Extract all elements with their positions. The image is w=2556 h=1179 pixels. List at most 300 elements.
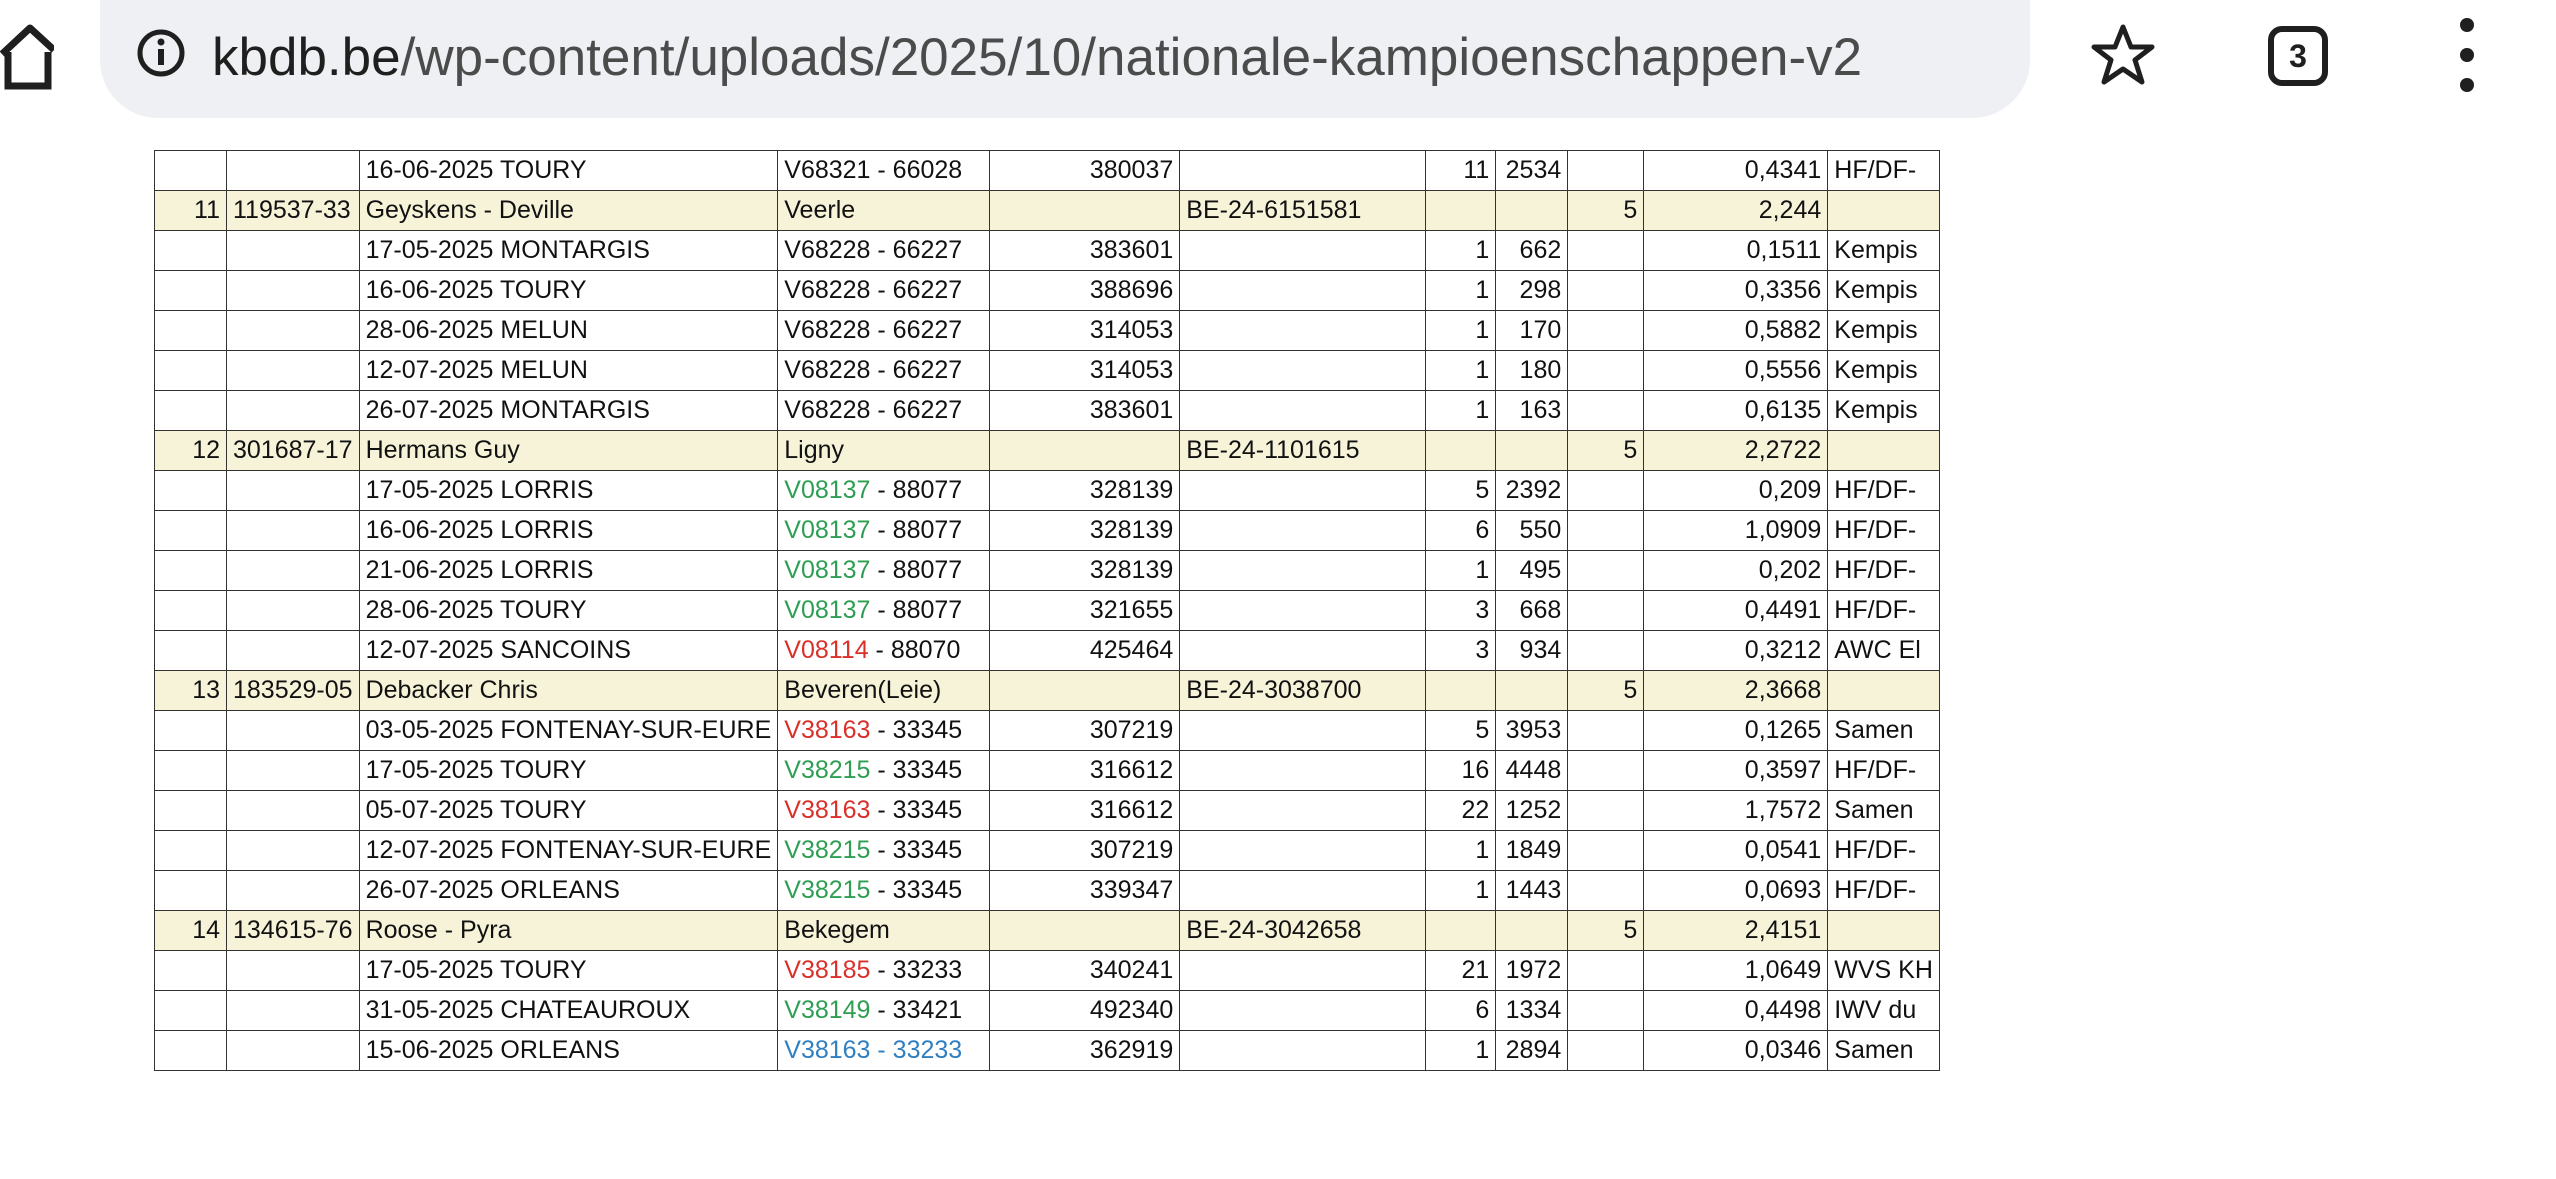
- prize-count-cell[interactable]: 5: [1568, 431, 1644, 471]
- ring-number-cell[interactable]: [778, 151, 990, 191]
- empty-cell[interactable]: [155, 551, 227, 591]
- position-cell[interactable]: 21: [1426, 951, 1496, 991]
- fancier-row: [155, 191, 1940, 231]
- coefficient-cell[interactable]: 1,0909: [1644, 511, 1828, 551]
- distance-cell[interactable]: 328139: [990, 471, 1180, 511]
- empty-cell[interactable]: [155, 831, 227, 871]
- position-cell[interactable]: 3: [1426, 631, 1496, 671]
- empty-cell[interactable]: [227, 1031, 360, 1071]
- empty-cell[interactable]: [227, 631, 360, 671]
- race-date-cell[interactable]: 21-06-2025 LORRIS: [359, 551, 778, 591]
- ring-number-cell[interactable]: [778, 951, 990, 991]
- ring-number-cell[interactable]: [778, 231, 990, 271]
- coefficient-cell[interactable]: 0,5556: [1644, 351, 1828, 391]
- position-cell[interactable]: 6: [1426, 991, 1496, 1031]
- club-cell[interactable]: Kempis: [1828, 311, 1940, 351]
- empty-cell[interactable]: [1568, 471, 1644, 511]
- participants-cell[interactable]: 662: [1496, 231, 1568, 271]
- race-date-cell[interactable]: 12-07-2025 MELUN: [359, 351, 778, 391]
- race-date-cell[interactable]: 31-05-2025 CHATEAUROUX: [359, 991, 778, 1031]
- distance-cell[interactable]: 425464: [990, 631, 1180, 671]
- race-date-cell[interactable]: 17-05-2025 LORRIS: [359, 471, 778, 511]
- ring-code: V38215: [784, 836, 871, 864]
- url-path: /wp-content/uploads/2025/10/nationale-kampioenschappen-v2: [400, 28, 1863, 87]
- empty-cell[interactable]: [227, 871, 360, 911]
- empty-cell[interactable]: [1180, 151, 1426, 191]
- race-row: [155, 591, 1940, 631]
- empty-cell[interactable]: [227, 351, 360, 391]
- race-date-cell[interactable]: 12-07-2025 SANCOINS: [359, 631, 778, 671]
- empty-cell[interactable]: [1568, 831, 1644, 871]
- empty-cell[interactable]: [1568, 351, 1644, 391]
- position-cell[interactable]: 3: [1426, 591, 1496, 631]
- empty-cell[interactable]: [1568, 511, 1644, 551]
- club-cell[interactable]: Samen: [1828, 711, 1940, 751]
- participants-cell[interactable]: 2534: [1496, 151, 1568, 191]
- coefficient-cell[interactable]: 0,4341: [1644, 151, 1828, 191]
- club-cell[interactable]: HF/DF-: [1828, 591, 1940, 631]
- race-date-cell[interactable]: 05-07-2025 TOURY: [359, 791, 778, 831]
- empty-cell[interactable]: [155, 711, 227, 751]
- ring-number-cell[interactable]: [778, 871, 990, 911]
- empty-cell[interactable]: [227, 231, 360, 271]
- distance-cell[interactable]: 383601: [990, 391, 1180, 431]
- club-cell[interactable]: Samen: [1828, 791, 1940, 831]
- participants-cell[interactable]: 1443: [1496, 871, 1568, 911]
- distance-cell[interactable]: 307219: [990, 711, 1180, 751]
- race-row: [155, 311, 1940, 351]
- fancier-row: [155, 911, 1940, 951]
- empty-cell[interactable]: [227, 991, 360, 1031]
- ring-number-cell[interactable]: [778, 551, 990, 591]
- empty-cell[interactable]: [155, 951, 227, 991]
- empty-cell[interactable]: [227, 951, 360, 991]
- race-row: [155, 831, 1940, 871]
- empty-cell[interactable]: [1568, 271, 1644, 311]
- ring-suffix: - 33345: [870, 876, 963, 904]
- race-date-cell[interactable]: 17-05-2025 MONTARGIS: [359, 231, 778, 271]
- participants-cell[interactable]: 2894: [1496, 1031, 1568, 1071]
- empty-cell[interactable]: [1180, 831, 1426, 871]
- position-cell[interactable]: 5: [1426, 711, 1496, 751]
- ring-number-cell[interactable]: [778, 271, 990, 311]
- race-row: [155, 791, 1940, 831]
- distance-cell[interactable]: 314053: [990, 311, 1180, 351]
- participants-cell[interactable]: 1972: [1496, 951, 1568, 991]
- empty-cell[interactable]: [1426, 671, 1496, 711]
- club-cell[interactable]: HF/DF-: [1828, 551, 1940, 591]
- ring-number-cell[interactable]: [778, 471, 990, 511]
- empty-cell[interactable]: [1180, 711, 1426, 751]
- race-row: [155, 511, 1940, 551]
- empty-cell[interactable]: [155, 311, 227, 351]
- ring-code: V68228: [784, 236, 871, 264]
- club-cell[interactable]: AWC El: [1828, 631, 1940, 671]
- ring-code: V68228: [784, 396, 871, 424]
- club-cell[interactable]: HF/DF-: [1828, 151, 1940, 191]
- url-domain: kbdb.be: [212, 28, 401, 87]
- empty-cell[interactable]: [227, 591, 360, 631]
- ring-suffix: - 88077: [870, 556, 963, 584]
- prize-count-cell[interactable]: 5: [1568, 191, 1644, 231]
- ring-suffix: - 33345: [870, 836, 963, 864]
- ring-number-cell[interactable]: [778, 1031, 990, 1071]
- coefficient-cell[interactable]: 0,1265: [1644, 711, 1828, 751]
- coefficient-cell[interactable]: 0,1511: [1644, 231, 1828, 271]
- ring-number-cell[interactable]: [778, 711, 990, 751]
- empty-cell[interactable]: [1568, 871, 1644, 911]
- empty-cell[interactable]: [227, 791, 360, 831]
- ring-number-cell[interactable]: [778, 511, 990, 551]
- distance-cell[interactable]: 383601: [990, 231, 1180, 271]
- ring-code: V38215: [784, 756, 871, 784]
- club-cell[interactable]: Kempis: [1828, 391, 1940, 431]
- race-date-cell[interactable]: 28-06-2025 TOURY: [359, 591, 778, 631]
- empty-cell[interactable]: [227, 151, 360, 191]
- ring-code: V08137: [784, 476, 871, 504]
- race-date-cell[interactable]: 16-06-2025 TOURY: [359, 271, 778, 311]
- empty-cell[interactable]: [227, 711, 360, 751]
- participants-cell[interactable]: 163: [1496, 391, 1568, 431]
- position-cell[interactable]: 1: [1426, 351, 1496, 391]
- ring-number-cell[interactable]: [778, 311, 990, 351]
- fancier-name-cell[interactable]: Roose - Pyra: [359, 911, 778, 951]
- prize-count-cell[interactable]: 5: [1568, 671, 1644, 711]
- empty-cell[interactable]: [1180, 991, 1426, 1031]
- coefficient-cell[interactable]: 0,0541: [1644, 831, 1828, 871]
- empty-cell[interactable]: [227, 831, 360, 871]
- club-cell[interactable]: HF/DF-: [1828, 831, 1940, 871]
- race-row: [155, 711, 1940, 751]
- empty-cell[interactable]: [1496, 671, 1568, 711]
- distance-cell[interactable]: 316612: [990, 751, 1180, 791]
- race-date-cell[interactable]: 26-07-2025 MONTARGIS: [359, 391, 778, 431]
- participants-cell[interactable]: 180: [1496, 351, 1568, 391]
- position-cell[interactable]: 11: [1426, 151, 1496, 191]
- position-cell[interactable]: 1: [1426, 871, 1496, 911]
- empty-cell[interactable]: [1568, 631, 1644, 671]
- participants-cell[interactable]: 298: [1496, 271, 1568, 311]
- empty-cell[interactable]: [1496, 191, 1568, 231]
- coefficient-cell[interactable]: 1,0649: [1644, 951, 1828, 991]
- empty-cell[interactable]: [990, 191, 1180, 231]
- ring-suffix: - 66227: [870, 236, 963, 264]
- total-coefficient-cell[interactable]: 2,3668: [1644, 671, 1828, 711]
- empty-cell[interactable]: [1180, 631, 1426, 671]
- fancier-name-cell[interactable]: Hermans Guy: [359, 431, 778, 471]
- empty-cell[interactable]: [1426, 431, 1496, 471]
- race-row: [155, 231, 1940, 271]
- ring-code: V38185: [784, 956, 871, 984]
- position-cell[interactable]: 1: [1426, 231, 1496, 271]
- participants-cell[interactable]: 550: [1496, 511, 1568, 551]
- ring-suffix: - 33345: [870, 756, 963, 784]
- position-cell[interactable]: 6: [1426, 511, 1496, 551]
- star-icon[interactable]: [2090, 22, 2156, 88]
- coefficient-cell[interactable]: 0,4491: [1644, 591, 1828, 631]
- empty-cell[interactable]: [1828, 431, 1940, 471]
- empty-cell[interactable]: [227, 311, 360, 351]
- club-cell[interactable]: Kempis: [1828, 231, 1940, 271]
- empty-cell[interactable]: [155, 391, 227, 431]
- empty-cell[interactable]: [1568, 231, 1644, 271]
- fancier-name-cell[interactable]: Geyskens - Deville: [359, 191, 778, 231]
- distance-cell[interactable]: 340241: [990, 951, 1180, 991]
- empty-cell[interactable]: [1180, 391, 1426, 431]
- prize-count-cell[interactable]: 5: [1568, 911, 1644, 951]
- empty-cell[interactable]: [227, 471, 360, 511]
- empty-cell[interactable]: [155, 231, 227, 271]
- ring-number-cell[interactable]: [778, 391, 990, 431]
- empty-cell[interactable]: [227, 391, 360, 431]
- participants-cell[interactable]: 3953: [1496, 711, 1568, 751]
- pigeon-ring-cell[interactable]: BE-24-6151581: [1180, 191, 1426, 231]
- coefficient-cell[interactable]: 0,209: [1644, 471, 1828, 511]
- empty-cell[interactable]: [990, 911, 1180, 951]
- club-cell[interactable]: Samen: [1828, 1031, 1940, 1071]
- pigeon-ring-cell[interactable]: BE-24-1101615: [1180, 431, 1426, 471]
- empty-cell[interactable]: [1568, 951, 1644, 991]
- place-cell[interactable]: Bekegem: [778, 911, 990, 951]
- distance-cell[interactable]: 362919: [990, 1031, 1180, 1071]
- ring-suffix: - 88070: [868, 636, 961, 664]
- race-date-cell[interactable]: 15-06-2025 ORLEANS: [359, 1031, 778, 1071]
- empty-cell[interactable]: [1568, 311, 1644, 351]
- empty-cell[interactable]: [227, 751, 360, 791]
- race-date-cell[interactable]: 16-06-2025 TOURY: [359, 151, 778, 191]
- ring-suffix: - 66028: [870, 156, 963, 184]
- fancier-name-cell[interactable]: Debacker Chris: [359, 671, 778, 711]
- club-cell[interactable]: HF/DF-: [1828, 871, 1940, 911]
- distance-cell[interactable]: 321655: [990, 591, 1180, 631]
- ring-number-cell[interactable]: [778, 991, 990, 1031]
- empty-cell[interactable]: [1568, 391, 1644, 431]
- ring-code: V38149: [784, 996, 871, 1024]
- ring-code: V08114: [784, 636, 869, 664]
- race-row: [155, 951, 1940, 991]
- participants-cell[interactable]: 1252: [1496, 791, 1568, 831]
- coefficient-cell[interactable]: 0,0346: [1644, 1031, 1828, 1071]
- club-cell[interactable]: HF/DF-: [1828, 751, 1940, 791]
- empty-cell[interactable]: [1180, 1031, 1426, 1071]
- total-coefficient-cell[interactable]: 2,244: [1644, 191, 1828, 231]
- empty-cell[interactable]: [1180, 271, 1426, 311]
- participants-cell[interactable]: 668: [1496, 591, 1568, 631]
- rank-cell[interactable]: 11: [155, 191, 227, 231]
- club-cell[interactable]: IWV du: [1828, 991, 1940, 1031]
- ring-suffix: - 33345: [870, 716, 963, 744]
- distance-cell[interactable]: 388696: [990, 271, 1180, 311]
- race-date-cell[interactable]: 17-05-2025 TOURY: [359, 951, 778, 991]
- position-cell[interactable]: 1: [1426, 391, 1496, 431]
- licence-cell[interactable]: 119537-33: [227, 191, 360, 231]
- empty-cell[interactable]: [1180, 231, 1426, 271]
- ring-number-cell[interactable]: [778, 751, 990, 791]
- ring-code: V38163: [784, 716, 871, 744]
- club-cell[interactable]: HF/DF-: [1828, 471, 1940, 511]
- empty-cell[interactable]: [227, 551, 360, 591]
- empty-cell[interactable]: [155, 511, 227, 551]
- empty-cell[interactable]: [1568, 1031, 1644, 1071]
- empty-cell[interactable]: [990, 671, 1180, 711]
- participants-cell[interactable]: 2392: [1496, 471, 1568, 511]
- empty-cell[interactable]: [155, 751, 227, 791]
- ring-number-cell[interactable]: [778, 631, 990, 671]
- position-cell[interactable]: 5: [1426, 471, 1496, 511]
- empty-cell[interactable]: [1426, 191, 1496, 231]
- empty-cell[interactable]: [155, 791, 227, 831]
- home-icon[interactable]: [0, 22, 54, 92]
- participants-cell[interactable]: 1334: [1496, 991, 1568, 1031]
- ring-number-cell[interactable]: [778, 351, 990, 391]
- empty-cell[interactable]: [155, 471, 227, 511]
- empty-cell[interactable]: [1568, 591, 1644, 631]
- race-date-cell[interactable]: 17-05-2025 TOURY: [359, 751, 778, 791]
- empty-cell[interactable]: [155, 1031, 227, 1071]
- empty-cell[interactable]: [1568, 711, 1644, 751]
- empty-cell[interactable]: [227, 511, 360, 551]
- ring-code: V38163: [784, 1036, 871, 1064]
- coefficient-cell[interactable]: 1,7572: [1644, 791, 1828, 831]
- ring-suffix: - 88077: [870, 596, 963, 624]
- total-coefficient-cell[interactable]: 2,4151: [1644, 911, 1828, 951]
- coefficient-cell[interactable]: 0,3212: [1644, 631, 1828, 671]
- club-cell[interactable]: Kempis: [1828, 351, 1940, 391]
- empty-cell[interactable]: [1568, 991, 1644, 1031]
- kebab-menu-icon[interactable]: [2448, 16, 2488, 96]
- total-coefficient-cell[interactable]: 2,2722: [1644, 431, 1828, 471]
- tabs-counter-icon[interactable]: 3: [2268, 26, 2328, 86]
- empty-cell[interactable]: [1180, 551, 1426, 591]
- distance-cell[interactable]: 339347: [990, 871, 1180, 911]
- licence-cell[interactable]: 134615-76: [227, 911, 360, 951]
- empty-cell[interactable]: [155, 351, 227, 391]
- empty-cell[interactable]: [1568, 151, 1644, 191]
- empty-cell[interactable]: [1568, 791, 1644, 831]
- coefficient-cell[interactable]: 0,3356: [1644, 271, 1828, 311]
- empty-cell[interactable]: [1568, 551, 1644, 591]
- empty-cell[interactable]: [155, 991, 227, 1031]
- race-date-cell[interactable]: 26-07-2025 ORLEANS: [359, 871, 778, 911]
- spreadsheet-view[interactable]: [0, 148, 2556, 1179]
- position-cell[interactable]: 22: [1426, 791, 1496, 831]
- empty-cell[interactable]: [1496, 431, 1568, 471]
- empty-cell[interactable]: [1828, 191, 1940, 231]
- ring-code: V68228: [784, 276, 871, 304]
- race-date-cell[interactable]: 28-06-2025 MELUN: [359, 311, 778, 351]
- race-row: [155, 991, 1940, 1031]
- position-cell[interactable]: 1: [1426, 831, 1496, 871]
- participants-cell[interactable]: 495: [1496, 551, 1568, 591]
- url-text[interactable]: [212, 18, 2012, 98]
- rank-cell[interactable]: 12: [155, 431, 227, 471]
- race-date-cell[interactable]: 12-07-2025 FONTENAY-SUR-EURE: [359, 831, 778, 871]
- empty-cell[interactable]: [1180, 471, 1426, 511]
- ring-number-cell[interactable]: [778, 591, 990, 631]
- ring-suffix: - 33421: [870, 996, 963, 1024]
- participants-cell[interactable]: 170: [1496, 311, 1568, 351]
- place-cell[interactable]: Veerle: [778, 191, 990, 231]
- empty-cell[interactable]: [1180, 511, 1426, 551]
- rank-cell[interactable]: 13: [155, 671, 227, 711]
- empty-cell[interactable]: [1496, 911, 1568, 951]
- empty-cell[interactable]: [1568, 751, 1644, 791]
- empty-cell[interactable]: [227, 271, 360, 311]
- participants-cell[interactable]: 4448: [1496, 751, 1568, 791]
- empty-cell[interactable]: [1828, 671, 1940, 711]
- info-icon[interactable]: [136, 28, 186, 78]
- position-cell[interactable]: 16: [1426, 751, 1496, 791]
- coefficient-cell[interactable]: 0,3597: [1644, 751, 1828, 791]
- coefficient-cell[interactable]: 0,202: [1644, 551, 1828, 591]
- club-cell[interactable]: WVS KH: [1828, 951, 1940, 991]
- position-cell[interactable]: 1: [1426, 271, 1496, 311]
- club-cell[interactable]: Kempis: [1828, 271, 1940, 311]
- empty-cell[interactable]: [990, 431, 1180, 471]
- empty-cell[interactable]: [1828, 911, 1940, 951]
- coefficient-cell[interactable]: 0,0693: [1644, 871, 1828, 911]
- distance-cell[interactable]: 328139: [990, 551, 1180, 591]
- race-row: [155, 751, 1940, 791]
- distance-cell[interactable]: 314053: [990, 351, 1180, 391]
- empty-cell[interactable]: [1180, 791, 1426, 831]
- race-date-cell[interactable]: 03-05-2025 FONTENAY-SUR-EURE: [359, 711, 778, 751]
- club-cell[interactable]: HF/DF-: [1828, 511, 1940, 551]
- rank-cell[interactable]: 14: [155, 911, 227, 951]
- coefficient-cell[interactable]: 0,5882: [1644, 311, 1828, 351]
- race-row: [155, 1031, 1940, 1071]
- coefficient-cell[interactable]: 0,6135: [1644, 391, 1828, 431]
- coefficient-cell[interactable]: 0,4498: [1644, 991, 1828, 1031]
- distance-cell[interactable]: 328139: [990, 511, 1180, 551]
- place-cell[interactable]: Beveren(Leie): [778, 671, 990, 711]
- place-cell[interactable]: Ligny: [778, 431, 990, 471]
- licence-cell[interactable]: 301687-17: [227, 431, 360, 471]
- empty-cell[interactable]: [1180, 951, 1426, 991]
- ring-suffix: - 33345: [870, 796, 963, 824]
- ring-code: V68228: [784, 316, 871, 344]
- licence-cell[interactable]: 183529-05: [227, 671, 360, 711]
- position-cell[interactable]: 1: [1426, 311, 1496, 351]
- empty-cell[interactable]: [155, 871, 227, 911]
- empty-cell[interactable]: [1180, 311, 1426, 351]
- empty-cell[interactable]: [155, 631, 227, 671]
- participants-cell[interactable]: 1849: [1496, 831, 1568, 871]
- position-cell[interactable]: 1: [1426, 551, 1496, 591]
- empty-cell[interactable]: [1180, 591, 1426, 631]
- ring-number-cell[interactable]: [778, 791, 990, 831]
- empty-cell[interactable]: [1180, 871, 1426, 911]
- empty-cell[interactable]: [155, 151, 227, 191]
- empty-cell[interactable]: [1426, 911, 1496, 951]
- position-cell[interactable]: 1: [1426, 1031, 1496, 1071]
- participants-cell[interactable]: 934: [1496, 631, 1568, 671]
- pigeon-ring-cell[interactable]: BE-24-3038700: [1180, 671, 1426, 711]
- empty-cell[interactable]: [1180, 351, 1426, 391]
- ring-suffix: - 66227: [870, 316, 963, 344]
- empty-cell[interactable]: [155, 591, 227, 631]
- pigeon-ring-cell[interactable]: BE-24-3042658: [1180, 911, 1426, 951]
- ring-number-cell[interactable]: [778, 831, 990, 871]
- distance-cell[interactable]: 380037: [990, 151, 1180, 191]
- distance-cell[interactable]: 492340: [990, 991, 1180, 1031]
- race-date-cell[interactable]: 16-06-2025 LORRIS: [359, 511, 778, 551]
- ring-suffix: - 88077: [870, 476, 963, 504]
- distance-cell[interactable]: 316612: [990, 791, 1180, 831]
- empty-cell[interactable]: [155, 271, 227, 311]
- empty-cell[interactable]: [1180, 751, 1426, 791]
- distance-cell[interactable]: 307219: [990, 831, 1180, 871]
